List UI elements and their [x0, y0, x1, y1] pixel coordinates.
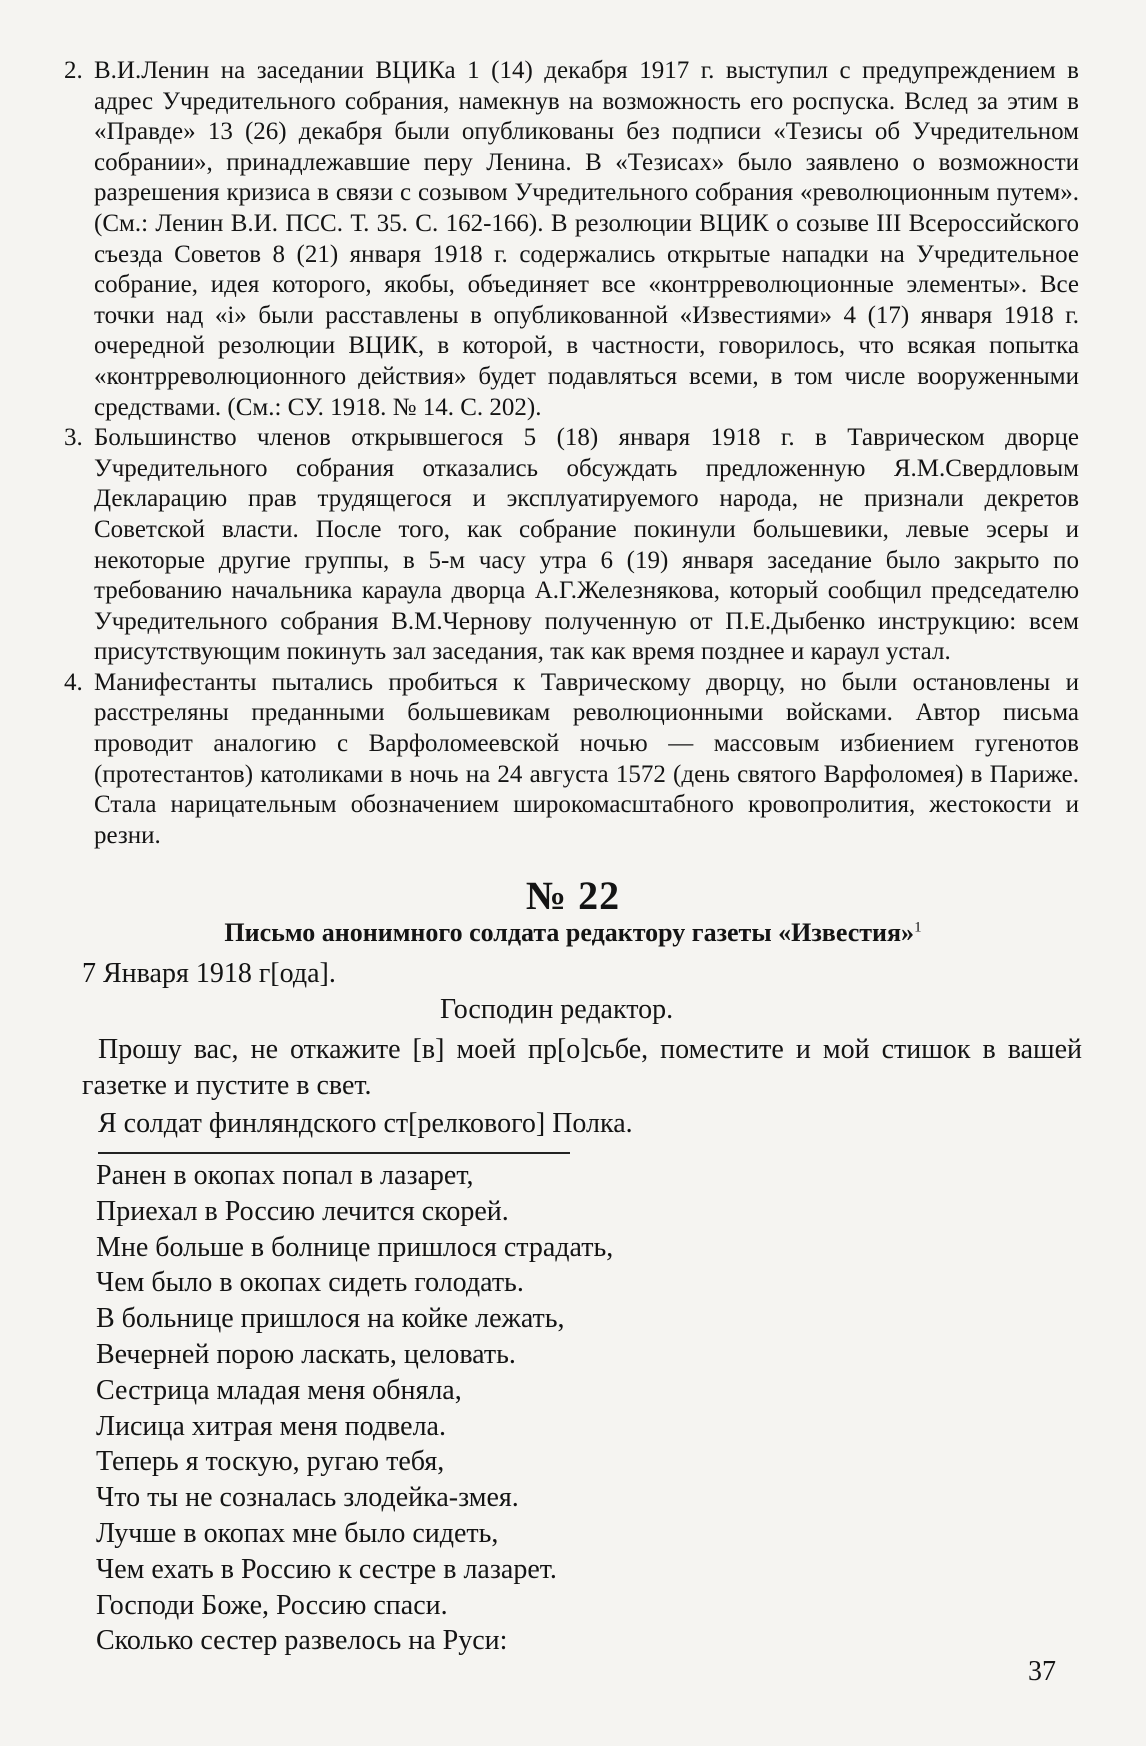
endnote [64, 668, 1079, 852]
endnote-text: Манифестанты пытались пробиться к Таврическому дворцу, но были остановлены и расстреляны преданными большевикам революционными войсками. Автор письма проводит аналогию с Варфоломеевской ночью — массовым избиением гугенотов (протестантов) католиками в ночь на 24 августа 1572 (день святого Варфоломея) в Париже. Стала нарицательным обозначением широкомасштабного кровопролития, жестокости и резни. [94, 668, 1079, 849]
poem-line: Сестрица младая меня обняла, [96, 1374, 462, 1406]
page-number: 37 [1028, 1656, 1056, 1687]
letter-greeting: Господин редактор. [440, 994, 674, 1025]
poem [96, 1158, 613, 1659]
letter-body: Прошу вас, не откажите [в] моей пр[о]сьбе, поместите и мой стишок в вашей газетке и пустите в свет. [82, 1034, 1082, 1101]
endnotes [64, 56, 1079, 851]
letter-body-line: Я солдат финляндского ст[релкового] Полка. [98, 1108, 633, 1139]
endnote-number: 3. [64, 424, 83, 452]
poem-line: Лисица хитрая меня подвела. [96, 1410, 446, 1442]
poem-line: Чем было в окопах сидеть голодать. [96, 1267, 524, 1299]
letter-date: 7 Января 1918 г[ода]. [82, 958, 336, 989]
divider [98, 1152, 570, 1154]
endnote [64, 423, 1079, 668]
endnote [64, 56, 1079, 423]
endnote-number: 4. [64, 668, 83, 696]
poem-line: Сколько сестер развелось на Руси: [96, 1625, 508, 1657]
letter [82, 956, 1082, 1142]
document-title-text: Письмо анонимного солдата редактору газеты «Известия» [224, 918, 915, 947]
endnote-number: 2. [64, 57, 83, 84]
poem-line: Ранен в окопах попал в лазарет, [96, 1160, 474, 1191]
poem-line: Мне больше в болнице пришлося страдать, [96, 1231, 614, 1263]
poem-line: Приехал в Россию лечится скорей. [96, 1195, 509, 1227]
document-number: № 22 [525, 873, 621, 918]
poem-line: В больнице пришлося на койке лежать, [96, 1303, 565, 1335]
endnote-text: Большинство членов открывшегося 5 (18) января 1918 г. в Таврическом дворце Учредительного собрания отказались обсуждать предложенную Я.М.Свердловым Декларацию прав трудящегося и эксплуатируемого народа, не признали декретов Советской власти. После того, как собрание покинули большевики, левые эсеры и некоторые другие группы, в 5-м часу утра 6 (19) января заседание было закрыто по требованию начальника караула дворца А.Г.Железнякова, который сообщил председателю Учредительного собрания В.М.Чернову полученную от П.Е.Дыбенко инструкцию: всем присутствующим покинуть зал заседания, так как время позднее и караул устал. [94, 424, 1079, 666]
endnote-text: В.И.Ленин на заседании ВЦИКа 1 (14) декабря 1917 г. выступил с предупреждением в адрес Учредительного собрания, намекнув на возможность его роспуска. Вслед за этим в «Правде» 13 (26) декабря были опубликованы без подписи «Тезисы об Учредительном собрании», принадлежавшие перу Ленина. В «Тезисах» было заявлено о возможности разрешения кризиса в связи с созывом Учредительного собрания «революционным путем». (См.: Ленин В.И. ПСС. Т. 35. С. 162-166). В резолюции ВЦИК о созыве III Всероссийского съезда Советов 8 (21) января 1918 г. содержались открытые нападки на Учредительное собрание, идея которого, якобы, объединяет все «контрреволюционные элементы». Все точки над «i» были расставлены в опубликованной «Известиями» 4 (17) января 1918 г. очередной резолюции ВЦИК, в которой, в частности, говорилось, что всякая попытка «контрреволюционного действия» будет подавляться всеми, в том числе вооруженными средствами. (См.: СУ. 1918. № 14. С. 202). [94, 57, 1079, 421]
footnote-marker: 1 [914, 919, 922, 936]
poem-line: Теперь я тоскую, ругаю тебя, [96, 1446, 445, 1478]
document-title [0, 918, 1146, 948]
poem-line: Чем ехать в Россию к сестре в лазарет. [96, 1553, 557, 1585]
poem-line: Лучше в окопах мне было сидеть, [96, 1517, 499, 1549]
poem-line: Вечерней порою ласкать, целовать. [96, 1338, 516, 1370]
poem-line: Что ты не созналась злодейка-змея. [96, 1482, 519, 1514]
poem-line: Господи Боже, Россию спаси. [96, 1589, 448, 1621]
